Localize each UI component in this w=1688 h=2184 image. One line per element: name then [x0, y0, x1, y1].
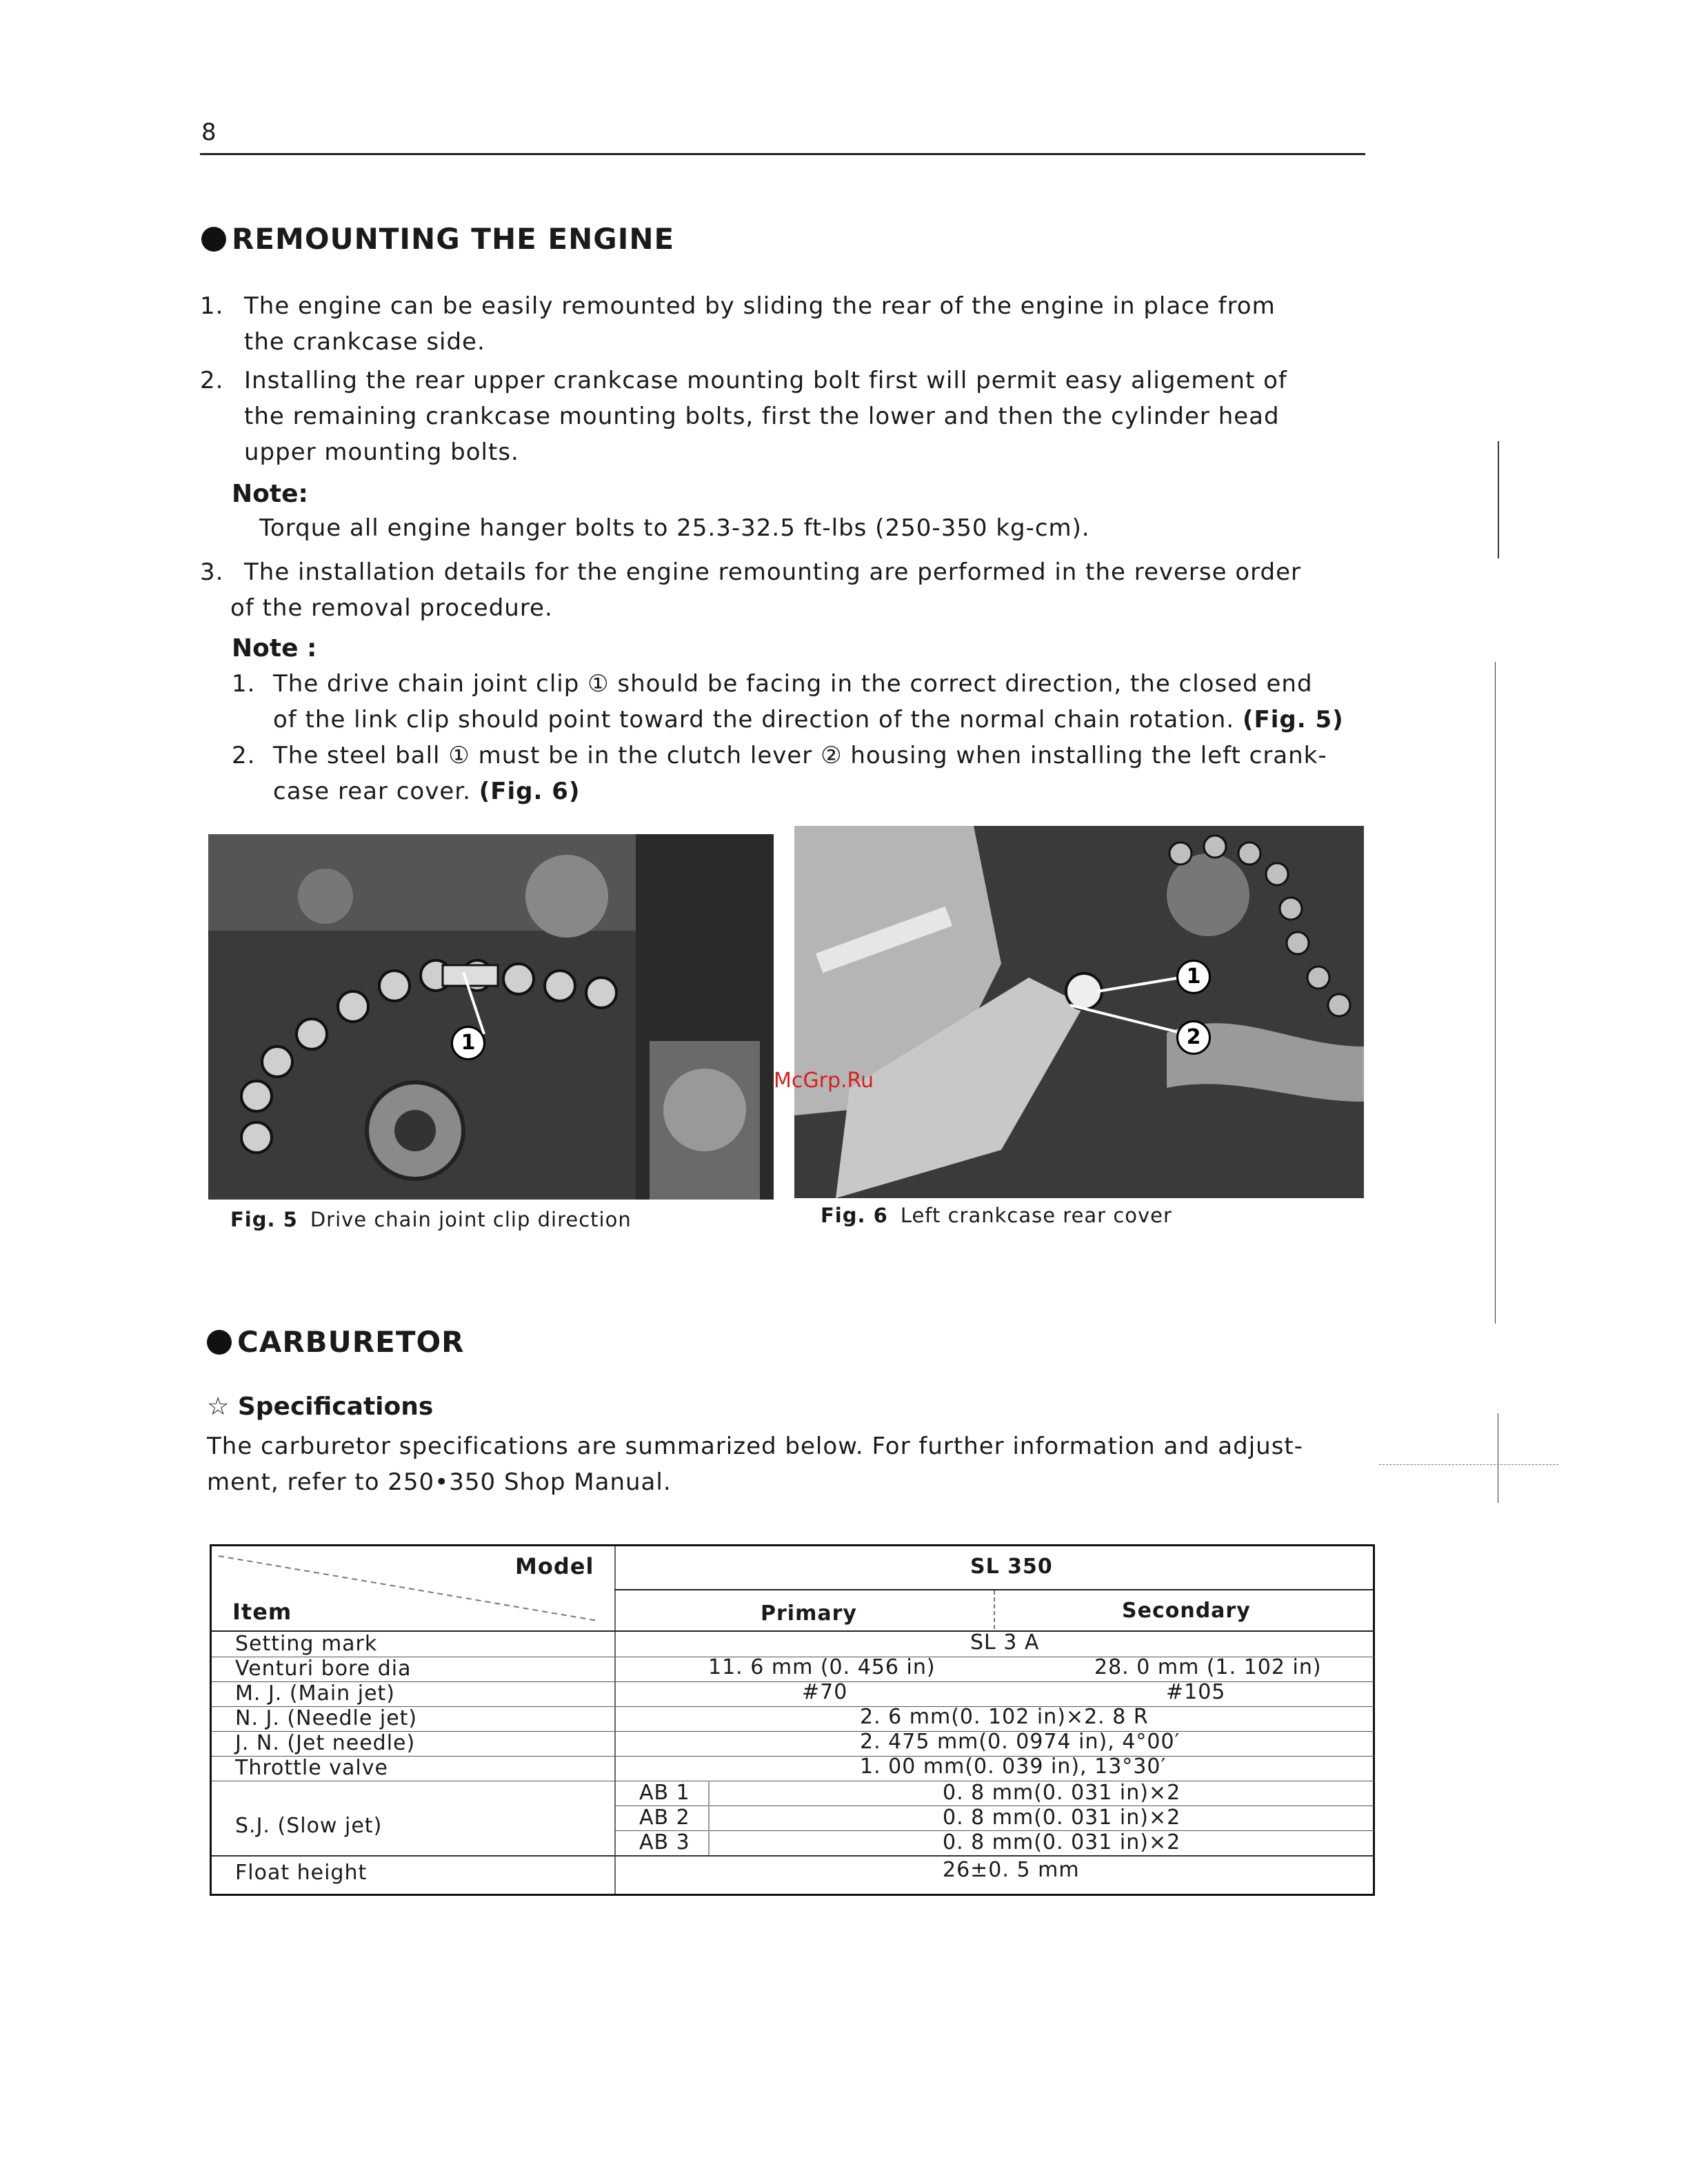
- note-item-2: [232, 738, 1376, 809]
- remount-item-1: [200, 288, 1372, 360]
- item-number: 1.: [232, 670, 256, 698]
- slow-jet-sub-label: AB 1: [639, 1781, 690, 1805]
- row-value-primary: 11. 6 mm (0. 456 in): [708, 1655, 936, 1679]
- slow-jet-sub-value: 0. 8 mm(0. 031 in)×2: [943, 1830, 1181, 1854]
- fig6-caption: [821, 1204, 1172, 1227]
- item-line: of the link clip should point toward the direction of the normal chain rotation.: [273, 706, 1235, 734]
- star-icon: ☆: [207, 1393, 230, 1421]
- item-line: The steel ball ① must be in the clutch lever ② housing when installing the left crank-: [273, 742, 1327, 769]
- row-value-primary: #70: [802, 1680, 848, 1704]
- figure-label: Fig. 6: [821, 1204, 888, 1227]
- figure-caption-text: Left crankcase rear cover: [900, 1204, 1172, 1227]
- intro-line: ment, refer to 250•350 Shop Manual.: [207, 1468, 672, 1496]
- row-divider: [212, 1630, 1374, 1632]
- item-line: of the removal procedure.: [230, 594, 553, 622]
- header-rule: [200, 153, 1365, 155]
- fig5-caption: [230, 1208, 632, 1231]
- header-model: Model: [515, 1553, 594, 1579]
- row-value-secondary: 28. 0 mm (1. 102 in): [1094, 1655, 1322, 1679]
- item-number: 1.: [200, 292, 224, 320]
- intro-line: The carburetor specifications are summarized below. For further information and adjust-: [207, 1433, 1304, 1460]
- row-label: Float height: [235, 1861, 368, 1885]
- header-item: Item: [232, 1599, 292, 1625]
- spec-table: [210, 1544, 1375, 1896]
- row-label: N. J. (Needle jet): [235, 1706, 418, 1730]
- callout-1: 1: [1176, 960, 1211, 994]
- note-text: Torque all engine hanger bolts to 25.3-32.5 ft-lbs (250-350 kg-cm).: [259, 514, 1090, 542]
- column-divider: [708, 1781, 710, 1855]
- remount-item-3: [200, 554, 1372, 626]
- row-label: S.J. (Slow jet): [235, 1814, 383, 1838]
- slow-jet-sub-label: AB 3: [639, 1830, 690, 1854]
- item-line: upper mounting bolts.: [244, 438, 519, 466]
- page-number: 8: [201, 119, 217, 146]
- subheading-text: Specifications: [237, 1393, 434, 1421]
- figure-caption-text: Drive chain joint clip direction: [310, 1208, 632, 1231]
- item-line: The engine can be easily remounted by sliding the rear of the engine in place from: [244, 292, 1276, 320]
- carburetor-intro: [207, 1428, 1393, 1500]
- callout-1: 1: [451, 1026, 485, 1060]
- row-value: 1. 00 mm(0. 039 in), 13°30′: [860, 1755, 1167, 1779]
- specifications-subheading: [207, 1393, 433, 1421]
- row-value-secondary: #105: [1166, 1680, 1226, 1704]
- header-model-name: SL 350: [970, 1555, 1053, 1579]
- item-line: Installing the rear upper crankcase mounting bolt first will permit easy aligement of: [244, 367, 1287, 394]
- row-label: J. N. (Jet needle): [235, 1731, 416, 1755]
- margin-mark: [1495, 662, 1496, 1324]
- row-label: Setting mark: [235, 1632, 378, 1656]
- item-line: the crankcase side.: [244, 328, 485, 356]
- row-value: 2. 6 mm(0. 102 in)×2. 8 R: [860, 1705, 1149, 1729]
- item-line: case rear cover.: [273, 778, 471, 805]
- slow-jet-sub-label: AB 2: [639, 1806, 690, 1830]
- item-line: the remaining crankcase mounting bolts, first the lower and then the cylinder head: [244, 403, 1280, 430]
- row-label: Throttle valve: [235, 1756, 388, 1780]
- row-label: M. J. (Main jet): [235, 1681, 395, 1706]
- row-value: 26±0. 5 mm: [943, 1858, 1080, 1882]
- item-number: 3.: [200, 558, 224, 586]
- figure-reference: (Fig. 5): [1242, 706, 1344, 734]
- row-label: Venturi bore dia: [235, 1657, 412, 1681]
- margin-mark: [1498, 441, 1499, 558]
- section-heading-text: REMOUNTING THE ENGINE: [232, 222, 675, 256]
- callout-2: 2: [1176, 1020, 1211, 1055]
- item-line: The drive chain joint clip ① should be facing in the correct direction, the closed end: [273, 670, 1313, 698]
- note-label-2: Note :: [232, 634, 317, 663]
- fig6-photo: [794, 826, 1364, 1198]
- header-secondary: Secondary: [1122, 1599, 1251, 1623]
- section-heading-carburetor: [207, 1325, 465, 1359]
- note-item-1: [232, 666, 1376, 738]
- item-line: The installation details for the engine remounting are performed in the reverse order: [244, 558, 1302, 586]
- fig5-illustration: [208, 834, 774, 1200]
- margin-mark: [1379, 1464, 1558, 1465]
- note-label: Note:: [232, 480, 308, 508]
- slow-jet-sub-value: 0. 8 mm(0. 031 in)×2: [943, 1781, 1181, 1805]
- watermark: McGrp.Ru: [774, 1069, 874, 1093]
- bullet-icon: [201, 227, 226, 252]
- row-divider: [212, 1855, 1374, 1857]
- bullet-icon: [207, 1330, 232, 1355]
- remount-item-2: [200, 363, 1372, 470]
- column-divider: [994, 1590, 995, 1629]
- item-number: 2.: [232, 742, 256, 769]
- row-value: SL 3 A: [970, 1630, 1040, 1655]
- fig5-photo: [208, 834, 774, 1200]
- header-primary: Primary: [761, 1601, 857, 1626]
- section-heading-remounting: [201, 222, 674, 256]
- row-value: 2. 475 mm(0. 0974 in), 4°00′: [860, 1730, 1180, 1754]
- figure-reference: (Fig. 6): [479, 778, 581, 805]
- slow-jet-sub-value: 0. 8 mm(0. 031 in)×2: [943, 1806, 1181, 1830]
- fig6-illustration: [794, 826, 1364, 1198]
- column-divider: [614, 1546, 616, 1894]
- section-heading-text: CARBURETOR: [237, 1325, 465, 1359]
- figure-label: Fig. 5: [230, 1208, 298, 1231]
- item-number: 2.: [200, 367, 224, 394]
